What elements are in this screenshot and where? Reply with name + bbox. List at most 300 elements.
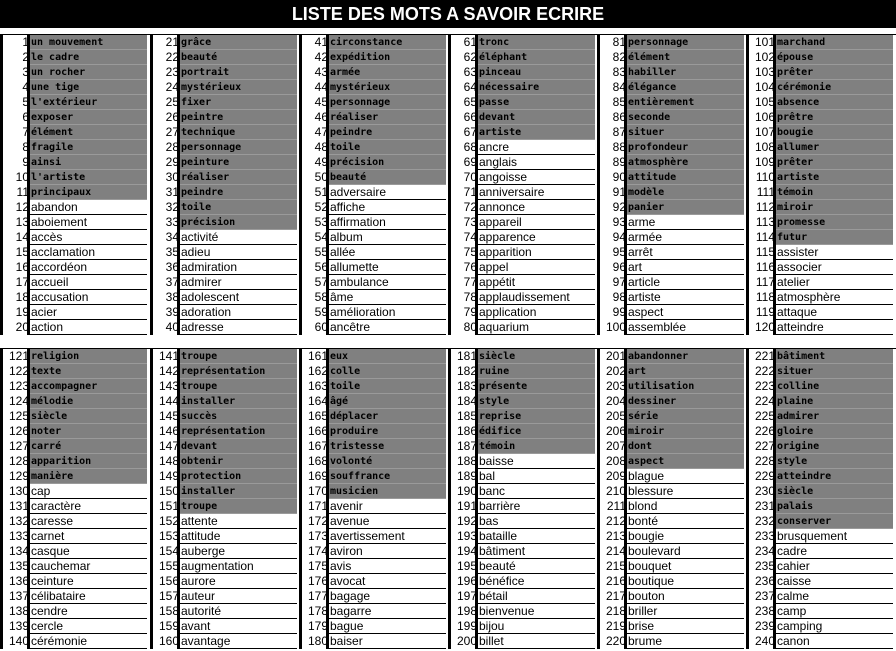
word-row (448, 260, 595, 275)
word: avenir (329, 499, 446, 514)
word-row (299, 439, 446, 454)
word: cérémonie (30, 634, 147, 649)
word-number: 80 (463, 320, 477, 334)
word-number: 5 (22, 95, 29, 109)
word-number: 70 (463, 170, 477, 184)
word: appel (478, 260, 595, 275)
word-row (0, 305, 147, 320)
highlighted-word: succès (180, 409, 297, 424)
word-column (150, 349, 297, 649)
word-number: 76 (463, 260, 477, 274)
word-row (299, 559, 446, 574)
word-number: 129 (8, 469, 29, 483)
word-row (0, 200, 147, 215)
word-number: 32 (165, 200, 179, 214)
word: briller (627, 604, 744, 619)
word-row (746, 514, 893, 529)
highlighted-word: ruine (478, 364, 595, 379)
word-number: 133 (8, 529, 29, 543)
word-number: 140 (8, 634, 29, 648)
word-row (299, 604, 446, 619)
highlighted-word: troupe (180, 349, 297, 364)
word-column (0, 349, 147, 649)
word-row (150, 559, 297, 574)
word-row (746, 364, 893, 379)
word-number: 26 (165, 110, 179, 124)
highlighted-word: gloire (776, 424, 893, 439)
word-number: 103 (754, 65, 775, 79)
word: atteindre (776, 320, 893, 335)
word-number: 90 (612, 170, 626, 184)
word: allumette (329, 260, 446, 275)
word: angoisse (478, 170, 595, 185)
word: accordéon (30, 260, 147, 275)
word-row (597, 80, 744, 95)
word-row (299, 619, 446, 634)
word-number: 203 (605, 379, 626, 393)
word: album (329, 230, 446, 245)
word-row (0, 544, 147, 559)
word-row (150, 185, 297, 200)
word-number: 24 (165, 80, 179, 94)
word-row (448, 514, 595, 529)
word-number: 53 (314, 215, 328, 229)
word-row (746, 439, 893, 454)
word-column (0, 35, 147, 335)
word-column (299, 35, 446, 335)
word-row (150, 140, 297, 155)
word-number: 235 (754, 559, 775, 573)
word-number: 75 (463, 245, 477, 259)
word-number: 41 (314, 35, 328, 49)
word-number: 209 (605, 469, 626, 483)
word-row (597, 170, 744, 185)
word-number: 91 (612, 185, 626, 199)
word-number: 1 (22, 35, 29, 49)
word: bouton (627, 589, 744, 604)
highlighted-word: technique (180, 125, 297, 140)
word-row (746, 604, 893, 619)
word-number: 137 (8, 589, 29, 603)
word-row (448, 215, 595, 230)
highlighted-word: édifice (478, 424, 595, 439)
word-row (299, 544, 446, 559)
word-number: 10 (15, 170, 29, 184)
word-number: 93 (612, 215, 626, 229)
word-row (150, 604, 297, 619)
word-number: 190 (456, 484, 477, 498)
word-row (448, 589, 595, 604)
word-number: 7 (22, 125, 29, 139)
word-row (299, 454, 446, 469)
highlighted-word: précision (329, 155, 446, 170)
word-number: 226 (754, 424, 775, 438)
word-number: 37 (165, 275, 179, 289)
word: bonté (627, 514, 744, 529)
word-number: 33 (165, 215, 179, 229)
word-row (448, 604, 595, 619)
word-number: 176 (307, 574, 328, 588)
word-row (448, 424, 595, 439)
word: abandon (30, 200, 147, 215)
word-row (299, 589, 446, 604)
word-number: 127 (8, 439, 29, 453)
word-number: 168 (307, 454, 328, 468)
word-row (746, 484, 893, 499)
word-row (597, 140, 744, 155)
word-row (448, 364, 595, 379)
word-row (0, 559, 147, 574)
word-number: 122 (8, 364, 29, 378)
word-number: 56 (314, 260, 328, 274)
word-row (299, 529, 446, 544)
word-row (299, 245, 446, 260)
word-number: 204 (605, 394, 626, 408)
word-row (150, 170, 297, 185)
word: accueil (30, 275, 147, 290)
word-row (448, 50, 595, 65)
word-number: 210 (605, 484, 626, 498)
word: adoration (180, 305, 297, 320)
word-row (597, 230, 744, 245)
word-row (150, 110, 297, 125)
word-row (746, 140, 893, 155)
highlighted-word: installer (180, 394, 297, 409)
word-number: 69 (463, 155, 477, 169)
highlighted-word: beauté (329, 170, 446, 185)
word-row (299, 320, 446, 335)
highlighted-word: épouse (776, 50, 893, 65)
word-row (299, 634, 446, 649)
word-row (0, 439, 147, 454)
word-number: 79 (463, 305, 477, 319)
word: brusquement (776, 529, 893, 544)
highlighted-word: admirer (776, 409, 893, 424)
highlighted-word: atteindre (776, 469, 893, 484)
word-row (746, 215, 893, 230)
word-row (0, 469, 147, 484)
highlighted-word: toile (180, 200, 297, 215)
word: blague (627, 469, 744, 484)
word: aquarium (478, 320, 595, 335)
word-number: 46 (314, 110, 328, 124)
word: activité (180, 230, 297, 245)
word-number: 175 (307, 559, 328, 573)
highlighted-word: futur (776, 230, 893, 245)
word-row (746, 619, 893, 634)
word-number: 89 (612, 155, 626, 169)
word-number: 73 (463, 215, 477, 229)
word: aurore (180, 574, 297, 589)
highlighted-word: ainsi (30, 155, 147, 170)
word-row (299, 95, 446, 110)
word-row (0, 409, 147, 424)
word-number: 163 (307, 379, 328, 393)
word-number: 64 (463, 80, 477, 94)
word-number: 117 (755, 275, 775, 289)
word-number: 172 (307, 514, 328, 528)
word-number: 114 (755, 230, 775, 244)
word-number: 217 (605, 589, 626, 603)
word: bâtiment (478, 544, 595, 559)
highlighted-word: présente (478, 379, 595, 394)
word-row (597, 320, 744, 335)
word-number: 191 (456, 499, 477, 513)
word-number: 29 (165, 155, 179, 169)
highlighted-word: bâtiment (776, 349, 893, 364)
word-number: 88 (612, 140, 626, 154)
word-number: 147 (158, 439, 179, 453)
word: associer (776, 260, 893, 275)
word: camping (776, 619, 893, 634)
highlighted-word: représentation (180, 364, 297, 379)
highlighted-word: expédition (329, 50, 446, 65)
highlighted-word: miroir (776, 200, 893, 215)
highlighted-word: représentation (180, 424, 297, 439)
word-number: 148 (158, 454, 179, 468)
word-number: 22 (165, 50, 179, 64)
word-number: 19 (15, 305, 29, 319)
word-number: 107 (754, 125, 775, 139)
word-number: 78 (463, 290, 477, 304)
word-row (448, 305, 595, 320)
highlighted-word: troupe (180, 379, 297, 394)
highlighted-word: utilisation (627, 379, 744, 394)
word-row (299, 35, 446, 50)
word: application (478, 305, 595, 320)
word: carnet (30, 529, 147, 544)
word-row (448, 230, 595, 245)
word-number: 36 (165, 260, 179, 274)
word: adolescent (180, 290, 297, 305)
highlighted-word: tronc (478, 35, 595, 50)
highlighted-word: fixer (180, 95, 297, 110)
word: ceinture (30, 574, 147, 589)
word: barrière (478, 499, 595, 514)
word-number: 59 (314, 305, 328, 319)
highlighted-word: atmosphère (627, 155, 744, 170)
word-number: 169 (307, 469, 328, 483)
word-row (150, 454, 297, 469)
highlighted-word: eux (329, 349, 446, 364)
word: caisse (776, 574, 893, 589)
word-row (448, 245, 595, 260)
highlighted-word: colle (329, 364, 446, 379)
word-number: 201 (605, 349, 626, 363)
word-number: 96 (612, 260, 626, 274)
word-row (0, 589, 147, 604)
word-number: 218 (605, 604, 626, 618)
word-number: 161 (307, 349, 328, 363)
highlighted-word: artiste (776, 170, 893, 185)
word-number: 23 (165, 65, 179, 79)
word-number: 152 (158, 514, 179, 528)
word-row (597, 529, 744, 544)
word-number: 9 (22, 155, 29, 169)
highlighted-word: origine (776, 439, 893, 454)
word: aspect (627, 305, 744, 320)
word-number: 95 (612, 245, 626, 259)
word: accès (30, 230, 147, 245)
highlighted-word: peindre (329, 125, 446, 140)
word: bienvenue (478, 604, 595, 619)
word-row (150, 260, 297, 275)
word-number: 134 (8, 544, 29, 558)
highlighted-word: dessiner (627, 394, 744, 409)
word-number: 195 (456, 559, 477, 573)
word-number: 170 (307, 484, 328, 498)
word-row (150, 394, 297, 409)
word-number: 146 (158, 424, 179, 438)
word: anglais (478, 155, 595, 170)
word-row (150, 589, 297, 604)
word-row (597, 514, 744, 529)
word-number: 179 (307, 619, 328, 633)
word-row (150, 634, 297, 649)
word-row (150, 95, 297, 110)
word-number: 55 (314, 245, 328, 259)
word-number: 112 (755, 200, 775, 214)
highlighted-word: carré (30, 439, 147, 454)
word-number: 186 (456, 424, 477, 438)
word-row (0, 394, 147, 409)
word-row (597, 185, 744, 200)
word-number: 115 (755, 245, 775, 259)
highlighted-word: prêtre (776, 110, 893, 125)
word-row (597, 110, 744, 125)
highlighted-word: musicien (329, 484, 446, 499)
highlighted-word: pinceau (478, 65, 595, 80)
word-number: 219 (605, 619, 626, 633)
word-row (0, 349, 147, 364)
word-row (746, 499, 893, 514)
word-row (746, 379, 893, 394)
highlighted-word: conserver (776, 514, 893, 529)
word: blond (627, 499, 744, 514)
word-number: 101 (754, 35, 775, 49)
word-number: 171 (307, 499, 328, 513)
word: attente (180, 514, 297, 529)
page-title: LISTE DES MOTS A SAVOIR ECRIRE (0, 0, 896, 28)
word-row (150, 215, 297, 230)
word-row (746, 50, 893, 65)
word-number: 63 (463, 65, 477, 79)
word-number: 234 (754, 544, 775, 558)
word: anniversaire (478, 185, 595, 200)
word: amélioration (329, 305, 446, 320)
word-row (448, 349, 595, 364)
highlighted-word: personnage (329, 95, 446, 110)
highlighted-word: volonté (329, 454, 446, 469)
word-row (0, 125, 147, 140)
word-number: 71 (463, 185, 477, 199)
highlighted-word: noter (30, 424, 147, 439)
word-row (746, 409, 893, 424)
word: avant (180, 619, 297, 634)
word-row (299, 290, 446, 305)
word-number: 49 (314, 155, 328, 169)
highlighted-word: mystérieux (180, 80, 297, 95)
word-number: 222 (754, 364, 775, 378)
word: camp (776, 604, 893, 619)
highlighted-word: témoin (776, 185, 893, 200)
highlighted-word: nécessaire (478, 80, 595, 95)
word: art (627, 260, 744, 275)
word-row (0, 245, 147, 260)
word-row (597, 65, 744, 80)
word: bétail (478, 589, 595, 604)
word-row (150, 529, 297, 544)
word-row (150, 484, 297, 499)
highlighted-word: peintre (180, 110, 297, 125)
word-row (746, 544, 893, 559)
highlighted-word: mélodie (30, 394, 147, 409)
highlighted-word: un mouvement (30, 35, 147, 50)
word-row (597, 125, 744, 140)
word-number: 84 (612, 80, 626, 94)
word-number: 120 (754, 320, 775, 334)
word-row (746, 230, 893, 245)
word-row (299, 125, 446, 140)
highlighted-word: palais (776, 499, 893, 514)
word: admiration (180, 260, 297, 275)
word-number: 15 (15, 245, 29, 259)
word-row (448, 125, 595, 140)
word: canon (776, 634, 893, 649)
word-row (448, 454, 595, 469)
word-row (150, 439, 297, 454)
word-row (150, 379, 297, 394)
highlighted-word: plaine (776, 394, 893, 409)
highlighted-word: tristesse (329, 439, 446, 454)
word-number: 39 (165, 305, 179, 319)
highlighted-word: bougie (776, 125, 893, 140)
word: bataille (478, 529, 595, 544)
word-number: 35 (165, 245, 179, 259)
word: assister (776, 245, 893, 260)
word-row (597, 394, 744, 409)
word-row (299, 394, 446, 409)
word-number: 81 (612, 35, 626, 49)
word-row (448, 544, 595, 559)
word-row (150, 364, 297, 379)
word-number: 8 (22, 140, 29, 154)
word: accusation (30, 290, 147, 305)
word-row (448, 170, 595, 185)
word-row (448, 65, 595, 80)
word-row (299, 514, 446, 529)
word-number: 92 (612, 200, 626, 214)
word: avertissement (329, 529, 446, 544)
word-number: 116 (755, 260, 775, 274)
word-number: 136 (8, 574, 29, 588)
word-number: 164 (307, 394, 328, 408)
word: action (30, 320, 147, 335)
word-row (746, 589, 893, 604)
word-row (150, 65, 297, 80)
word-number: 232 (754, 514, 775, 528)
word-number: 155 (158, 559, 179, 573)
word: brume (627, 634, 744, 649)
word-row (746, 245, 893, 260)
word-number: 94 (612, 230, 626, 244)
word: cauchemar (30, 559, 147, 574)
word-number: 13 (15, 215, 29, 229)
word-row (597, 305, 744, 320)
word-row (150, 155, 297, 170)
word-row (448, 409, 595, 424)
highlighted-word: absence (776, 95, 893, 110)
